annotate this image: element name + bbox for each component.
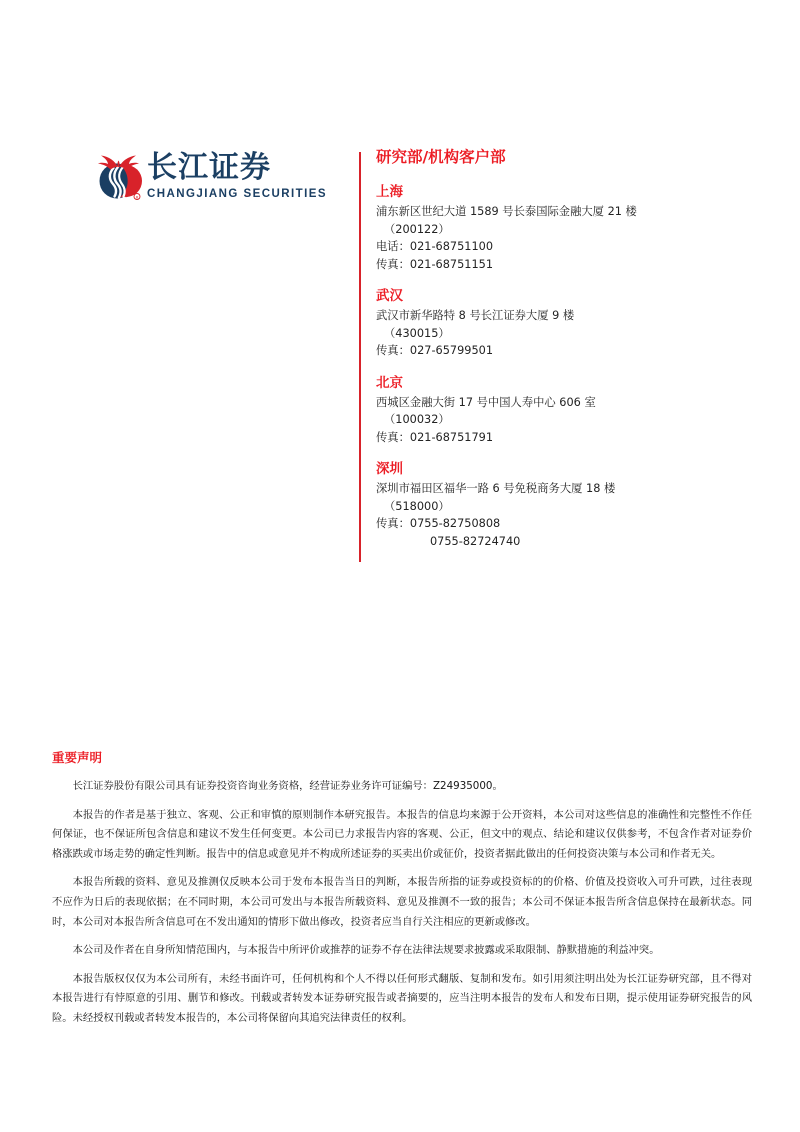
office-beijing [376, 373, 776, 447]
office-city-label: 上海 [376, 184, 403, 200]
changjiang-securities-logo-icon [95, 151, 143, 201]
office-city-label: 深圳 [376, 461, 403, 477]
office-city-label: 武汉 [376, 288, 403, 304]
office-postcode: （200122） [384, 222, 450, 236]
office-wuhan [376, 286, 776, 360]
office-fax: 传真：021-68751151 [376, 257, 494, 271]
disclaimer-paragraph: 本报告的作者是基于独立、客观、公正和审慎的原则制作本研究报告。本报告的信息均来源于公开资料，本公司对这些信息的准确性和完整性不作任何保证，也不保证所包含信息和建议不发生任何变更。本公司已力求报告内容的客观、公正，但文中的观点、结论和建议仅供参考，不包含作者对证券价格涨跌或市场走势的确定性判断。报告中的信息或意见并不构成所述证券的买卖出价或征价，投资者据此做出的任何投资决策与本公司和作者无关。 [52, 808, 752, 860]
logo-english-name: CHANGJIANG SECURITIES [147, 188, 327, 200]
contact-column [376, 146, 776, 563]
disclaimer-paragraph: 本报告所载的资料、意见及推测仅反映本公司于发布本报告当日的判断，本报告所指的证券或投资标的的价格、价值及投资收入可升可跌，过往表现不应作为日后的表现依据；在不同时期，本公司可发出与本报告所载资料、意见及推测不一致的报告；本公司不保证本报告所含信息保持在最新状态。同时，本公司对本报告所含信息可在不发出通知的情形下做出修改，投资者应当自行关注相应的更新或修改。 [52, 876, 752, 928]
disclaimer-paragraph: 本公司及作者在自身所知情范围内，与本报告中所评价或推荐的证券不存在法律法规要求披露或采取限制、静默措施的利益冲突。 [72, 944, 660, 957]
office-fax: 传真：0755-82750808 [376, 517, 501, 530]
office-postcode: （430015） [384, 326, 450, 340]
disclaimer-paragraph: 长江证券股份有限公司具有证券投资咨询业务资格，经营证券业务许可证编号：Z24935000。 [72, 780, 503, 792]
svg-text:R: R [135, 195, 139, 200]
contact-section [0, 140, 800, 580]
office-city-label: 北京 [376, 374, 403, 391]
contact-heading: 研究部/机构客户部 [376, 148, 506, 166]
disclaimer-heading: 重要声明 [52, 750, 103, 765]
disclaimer-section [52, 748, 752, 1038]
office-shenzhen [376, 459, 776, 550]
office-postcode: （100032） [384, 413, 450, 426]
office-fax: 传真：021-68751791 [376, 430, 494, 444]
office-fax: 传真：027-65799501 [376, 344, 494, 357]
company-logo [95, 150, 335, 201]
office-address: 深圳市福田区福华一路 6 号免税商务大厦 18 楼 [376, 482, 616, 495]
logo-chinese-name: 长江证券 [147, 150, 271, 185]
office-shanghai [376, 182, 776, 273]
office-address: 浦东新区世纪大道 1589 号长泰国际金融大厦 21 楼 [376, 205, 637, 218]
office-fax-secondary: 0755-82724740 [430, 534, 521, 548]
disclaimer-paragraph: 本报告版权仅仅为本公司所有，未经书面许可，任何机构和个人不得以任何形式翻版、复制和发布。如引用须注明出处为长江证券研究部，且不得对本报告进行有悖原意的引用、删节和修改。刊载或者转发本证券研究报告或者摘要的，应当注明本报告的发布人和发布日期，提示使用证券研究报告的风险。未经授权刊载或者转发本报告的，本公司将保留向其追究法律责任的权利。 [52, 972, 752, 1024]
office-address: 武汉市新华路特 8 号长江证券大厦 9 楼 [376, 309, 575, 322]
office-phone: 电话：021-68751100 [376, 240, 494, 253]
office-address: 西城区金融大街 17 号中国人寿中心 606 室 [376, 395, 596, 409]
office-postcode: （518000） [384, 499, 450, 513]
vertical-divider [359, 152, 361, 562]
